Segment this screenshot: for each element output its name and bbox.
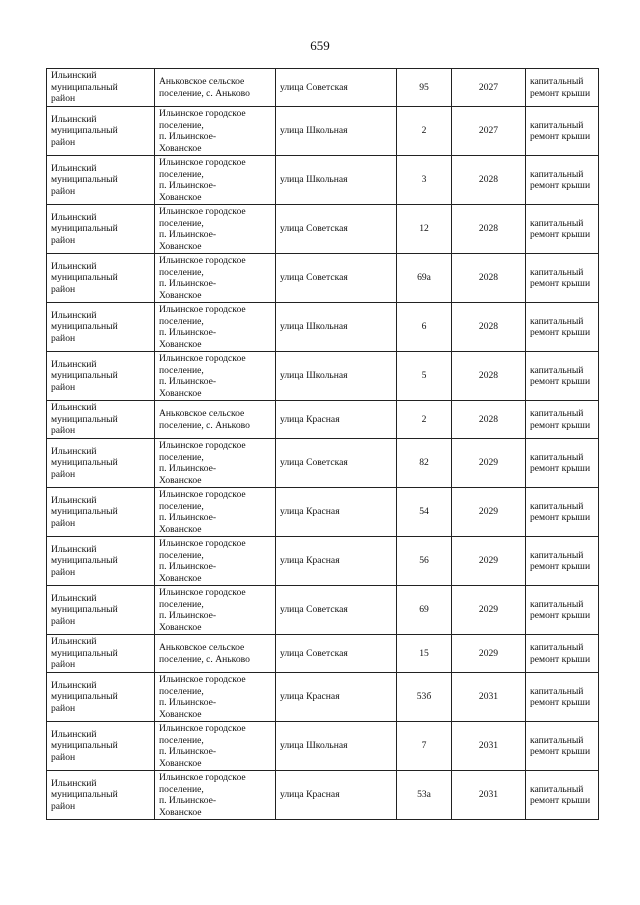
street-cell bbox=[276, 303, 397, 352]
work-type-cell bbox=[526, 303, 599, 352]
district-cell bbox=[47, 722, 155, 771]
house-number-text: 15 bbox=[419, 647, 429, 659]
work-type-cell bbox=[526, 107, 599, 156]
district-cell bbox=[47, 635, 155, 673]
district-cell bbox=[47, 673, 155, 722]
settlement-cell bbox=[155, 205, 276, 254]
district-cell bbox=[47, 156, 155, 205]
settlement-text: Ильинское городское поселение, п. Ильинское- Хованское bbox=[159, 255, 246, 301]
year-text: 2028 bbox=[478, 413, 499, 425]
year-cell bbox=[452, 537, 526, 586]
work-type-text: капитальный ремонт крыши bbox=[530, 549, 591, 572]
street-text: улица Советская bbox=[280, 272, 348, 284]
year-cell bbox=[452, 254, 526, 303]
table-row bbox=[47, 586, 599, 635]
settlement-cell bbox=[155, 303, 276, 352]
year-text: 2029 bbox=[478, 555, 499, 567]
house-number-cell bbox=[397, 303, 452, 352]
house-number-text: 69 bbox=[419, 604, 429, 616]
street-text: улица Красная bbox=[280, 691, 340, 703]
house-number-cell bbox=[397, 401, 452, 439]
settlement-cell bbox=[155, 537, 276, 586]
year-text: 2031 bbox=[478, 789, 499, 801]
year-text: 2028 bbox=[478, 174, 499, 186]
settlement-cell bbox=[155, 69, 276, 107]
street-text: улица Школьная bbox=[280, 370, 348, 382]
house-number-cell bbox=[397, 722, 452, 771]
year-cell bbox=[452, 107, 526, 156]
house-number-text: 2 bbox=[421, 413, 427, 425]
street-text: улица Красная bbox=[280, 555, 340, 567]
street-text: улица Красная bbox=[280, 789, 340, 801]
year-text: 2027 bbox=[478, 81, 499, 93]
settlement-cell bbox=[155, 635, 276, 673]
district-text: Ильинский муниципальный район bbox=[51, 728, 118, 763]
repair-schedule-table bbox=[46, 68, 599, 820]
work-type-text: капитальный ремонт крыши bbox=[530, 266, 591, 289]
settlement-text: Аньковское сельское поселение, с. Аньково bbox=[159, 642, 250, 665]
district-cell bbox=[47, 586, 155, 635]
district-cell bbox=[47, 69, 155, 107]
settlement-text: Ильинское городское поселение, п. Ильинское- Хованское bbox=[159, 108, 246, 154]
street-text: улица Школьная bbox=[280, 174, 348, 186]
year-cell bbox=[452, 771, 526, 820]
house-number-cell bbox=[397, 439, 452, 488]
table-row bbox=[47, 771, 599, 820]
district-cell bbox=[47, 205, 155, 254]
settlement-text: Ильинское городское поселение, п. Ильинское- Хованское bbox=[159, 157, 246, 203]
work-type-text: капитальный ремонт крыши bbox=[530, 451, 591, 474]
street-cell bbox=[276, 439, 397, 488]
work-type-text: капитальный ремонт крыши bbox=[530, 734, 591, 757]
house-number-text: 5 bbox=[421, 370, 427, 382]
street-cell bbox=[276, 254, 397, 303]
street-text: улица Школьная bbox=[280, 740, 348, 752]
house-number-text: 95 bbox=[419, 81, 429, 93]
work-type-cell bbox=[526, 537, 599, 586]
work-type-text: капитальный ремонт крыши bbox=[530, 76, 591, 99]
district-cell bbox=[47, 488, 155, 537]
district-text: Ильинский муниципальный район bbox=[51, 636, 118, 671]
settlement-cell bbox=[155, 156, 276, 205]
table-row bbox=[47, 303, 599, 352]
work-type-cell bbox=[526, 635, 599, 673]
district-text: Ильинский муниципальный район bbox=[51, 679, 118, 714]
settlement-cell bbox=[155, 401, 276, 439]
work-type-cell bbox=[526, 771, 599, 820]
house-number-cell bbox=[397, 586, 452, 635]
house-number-text: 53а bbox=[417, 789, 431, 801]
house-number-text: 2 bbox=[421, 125, 427, 137]
house-number-cell bbox=[397, 771, 452, 820]
table-body bbox=[47, 69, 599, 820]
street-text: улица Советская bbox=[280, 647, 348, 659]
year-text: 2031 bbox=[478, 691, 499, 703]
street-text: улица Красная bbox=[280, 413, 340, 425]
house-number-text: 69а bbox=[417, 272, 431, 284]
year-text: 2029 bbox=[478, 647, 499, 659]
work-type-cell bbox=[526, 69, 599, 107]
house-number-cell bbox=[397, 107, 452, 156]
settlement-text: Ильинское городское поселение, п. Ильинское- Хованское bbox=[159, 304, 246, 350]
house-number-text: 82 bbox=[419, 457, 429, 469]
year-text: 2031 bbox=[478, 740, 499, 752]
street-cell bbox=[276, 156, 397, 205]
year-cell bbox=[452, 205, 526, 254]
work-type-cell bbox=[526, 488, 599, 537]
district-text: Ильинский муниципальный район bbox=[51, 70, 118, 105]
table-row bbox=[47, 254, 599, 303]
year-cell bbox=[452, 673, 526, 722]
settlement-text: Ильинское городское поселение, п. Ильинское- Хованское bbox=[159, 772, 246, 818]
street-cell bbox=[276, 205, 397, 254]
page-number: 659 bbox=[310, 38, 330, 53]
year-cell bbox=[452, 401, 526, 439]
year-cell bbox=[452, 488, 526, 537]
house-number-text: 12 bbox=[419, 223, 429, 235]
table-row bbox=[47, 69, 599, 107]
year-cell bbox=[452, 635, 526, 673]
house-number-cell bbox=[397, 352, 452, 401]
district-cell bbox=[47, 771, 155, 820]
settlement-text: Аньковское сельское поселение, с. Аньково bbox=[159, 408, 250, 431]
settlement-text: Ильинское городское поселение, п. Ильинское- Хованское bbox=[159, 206, 246, 252]
year-cell bbox=[452, 586, 526, 635]
district-cell bbox=[47, 537, 155, 586]
settlement-text: Ильинское городское поселение, п. Ильинское- Хованское bbox=[159, 489, 246, 535]
street-cell bbox=[276, 107, 397, 156]
street-cell bbox=[276, 635, 397, 673]
street-cell bbox=[276, 401, 397, 439]
house-number-text: 56 bbox=[419, 555, 429, 567]
house-number-cell bbox=[397, 254, 452, 303]
settlement-cell bbox=[155, 254, 276, 303]
work-type-cell bbox=[526, 586, 599, 635]
house-number-cell bbox=[397, 69, 452, 107]
street-cell bbox=[276, 69, 397, 107]
year-cell bbox=[452, 303, 526, 352]
district-text: Ильинский муниципальный район bbox=[51, 211, 118, 246]
house-number-cell bbox=[397, 537, 452, 586]
district-text: Ильинский муниципальный район bbox=[51, 162, 118, 197]
work-type-text: капитальный ремонт крыши bbox=[530, 500, 591, 523]
settlement-text: Ильинское городское поселение, п. Ильинское- Хованское bbox=[159, 587, 246, 633]
house-number-text: 3 bbox=[421, 174, 427, 186]
house-number-text: 53б bbox=[416, 691, 432, 703]
work-type-text: капитальный ремонт крыши bbox=[530, 217, 591, 240]
district-cell bbox=[47, 107, 155, 156]
work-type-cell bbox=[526, 254, 599, 303]
settlement-text: Ильинское городское поселение, п. Ильинское- Хованское bbox=[159, 353, 246, 399]
work-type-cell bbox=[526, 156, 599, 205]
year-cell bbox=[452, 722, 526, 771]
house-number-cell bbox=[397, 673, 452, 722]
district-text: Ильинский муниципальный район bbox=[51, 113, 118, 148]
table-row bbox=[47, 635, 599, 673]
table-row bbox=[47, 107, 599, 156]
house-number-cell bbox=[397, 488, 452, 537]
street-text: улица Красная bbox=[280, 506, 340, 518]
table-row bbox=[47, 205, 599, 254]
street-text: улица Советская bbox=[280, 604, 348, 616]
street-cell bbox=[276, 586, 397, 635]
work-type-text: капитальный ремонт крыши bbox=[530, 364, 591, 387]
street-text: улица Школьная bbox=[280, 321, 348, 333]
work-type-text: капитальный ремонт крыши bbox=[530, 408, 591, 431]
table-row bbox=[47, 673, 599, 722]
table-row bbox=[47, 401, 599, 439]
district-cell bbox=[47, 352, 155, 401]
street-cell bbox=[276, 771, 397, 820]
street-text: улица Советская bbox=[280, 81, 348, 93]
house-number-cell bbox=[397, 156, 452, 205]
table-row bbox=[47, 488, 599, 537]
settlement-cell bbox=[155, 439, 276, 488]
district-text: Ильинский муниципальный район bbox=[51, 402, 118, 437]
settlement-text: Ильинское городское поселение, п. Ильинское- Хованское bbox=[159, 674, 246, 720]
year-text: 2029 bbox=[478, 506, 499, 518]
street-cell bbox=[276, 352, 397, 401]
year-cell bbox=[452, 439, 526, 488]
work-type-cell bbox=[526, 205, 599, 254]
work-type-text: капитальный ремонт крыши bbox=[530, 598, 591, 621]
work-type-text: капитальный ремонт крыши bbox=[530, 315, 591, 338]
work-type-cell bbox=[526, 673, 599, 722]
district-text: Ильинский муниципальный район bbox=[51, 445, 118, 480]
work-type-text: капитальный ремонт крыши bbox=[530, 685, 591, 708]
district-text: Ильинский муниципальный район bbox=[51, 592, 118, 627]
street-cell bbox=[276, 488, 397, 537]
settlement-text: Аньковское сельское поселение, с. Аньково bbox=[159, 76, 250, 99]
work-type-text: капитальный ремонт крыши bbox=[530, 642, 591, 665]
house-number-text: 54 bbox=[419, 506, 429, 518]
settlement-cell bbox=[155, 488, 276, 537]
year-text: 2029 bbox=[478, 604, 499, 616]
settlement-text: Ильинское городское поселение, п. Ильинское- Хованское bbox=[159, 723, 246, 769]
district-text: Ильинский муниципальный район bbox=[51, 309, 118, 344]
street-text: улица Советская bbox=[280, 457, 348, 469]
year-text: 2027 bbox=[478, 125, 499, 137]
district-text: Ильинский муниципальный район bbox=[51, 260, 118, 295]
settlement-cell bbox=[155, 673, 276, 722]
work-type-text: капитальный ремонт крыши bbox=[530, 119, 591, 142]
house-number-text: 7 bbox=[421, 740, 427, 752]
work-type-cell bbox=[526, 401, 599, 439]
street-text: улица Советская bbox=[280, 223, 348, 235]
settlement-cell bbox=[155, 586, 276, 635]
table-row bbox=[47, 352, 599, 401]
work-type-text: капитальный ремонт крыши bbox=[530, 783, 591, 806]
settlement-cell bbox=[155, 107, 276, 156]
year-text: 2028 bbox=[478, 370, 499, 382]
year-cell bbox=[452, 69, 526, 107]
work-type-text: капитальный ремонт крыши bbox=[530, 168, 591, 191]
street-cell bbox=[276, 722, 397, 771]
district-cell bbox=[47, 439, 155, 488]
settlement-text: Ильинское городское поселение, п. Ильинское- Хованское bbox=[159, 538, 246, 584]
district-text: Ильинский муниципальный район bbox=[51, 494, 118, 529]
work-type-cell bbox=[526, 352, 599, 401]
year-text: 2028 bbox=[478, 321, 499, 333]
table-row bbox=[47, 537, 599, 586]
district-text: Ильинский муниципальный район bbox=[51, 543, 118, 578]
year-text: 2028 bbox=[478, 272, 499, 284]
year-cell bbox=[452, 352, 526, 401]
street-cell bbox=[276, 537, 397, 586]
table-row bbox=[47, 156, 599, 205]
district-cell bbox=[47, 401, 155, 439]
year-cell bbox=[452, 156, 526, 205]
street-cell bbox=[276, 673, 397, 722]
house-number-cell bbox=[397, 635, 452, 673]
district-cell bbox=[47, 303, 155, 352]
year-text: 2028 bbox=[478, 223, 499, 235]
work-type-cell bbox=[526, 439, 599, 488]
settlement-cell bbox=[155, 352, 276, 401]
street-text: улица Школьная bbox=[280, 125, 348, 137]
settlement-text: Ильинское городское поселение, п. Ильинское- Хованское bbox=[159, 440, 246, 486]
table-row bbox=[47, 722, 599, 771]
work-type-cell bbox=[526, 722, 599, 771]
table-row bbox=[47, 439, 599, 488]
district-text: Ильинский муниципальный район bbox=[51, 358, 118, 393]
house-number-cell bbox=[397, 205, 452, 254]
year-text: 2029 bbox=[478, 457, 499, 469]
settlement-cell bbox=[155, 771, 276, 820]
settlement-cell bbox=[155, 722, 276, 771]
district-cell bbox=[47, 254, 155, 303]
district-text: Ильинский муниципальный район bbox=[51, 777, 118, 812]
house-number-text: 6 bbox=[421, 321, 427, 333]
